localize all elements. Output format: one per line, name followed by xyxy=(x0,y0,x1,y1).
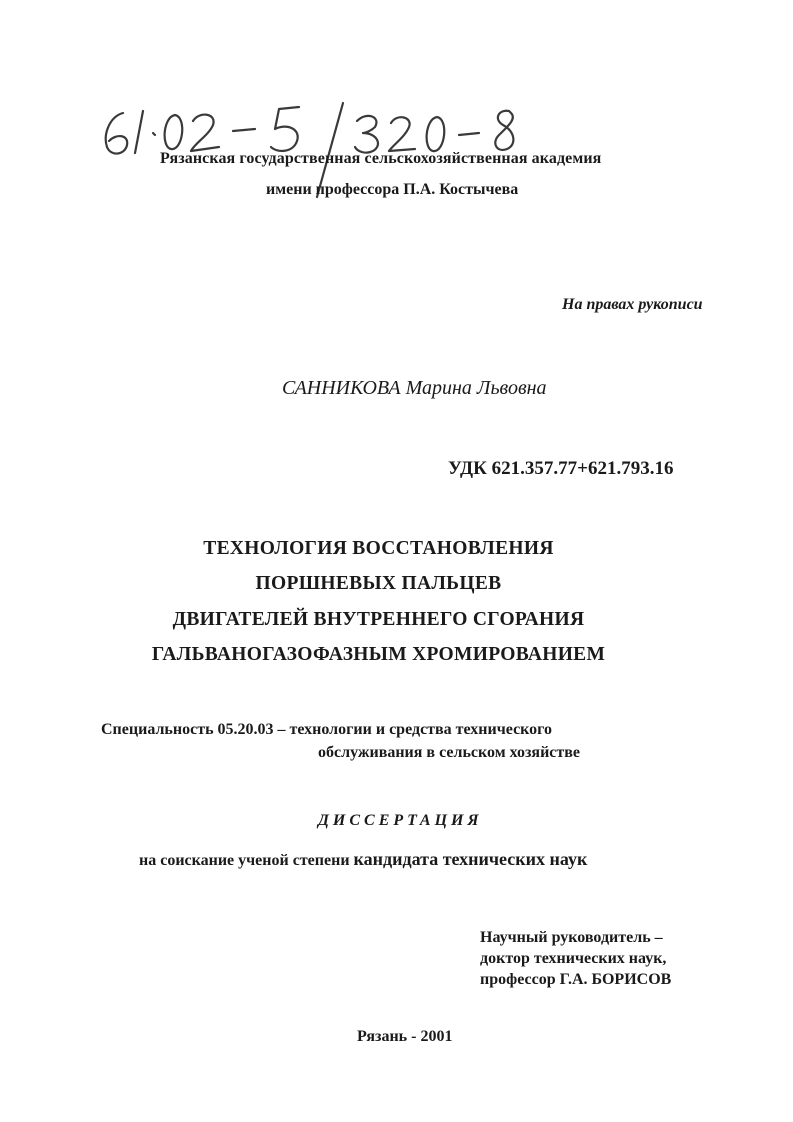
degree-prefix: на соискание ученой степени xyxy=(139,852,350,869)
institution-named-after: имени профессора П.А. Костычева xyxy=(266,181,519,198)
degree-sought xyxy=(139,849,587,870)
udc-code: УДК 621.357.77+621.793.16 xyxy=(448,458,674,479)
city-year: Рязань - 2001 xyxy=(357,1028,453,1045)
institution-name: Рязанская государственная сельскохозяйственная академия xyxy=(160,150,602,167)
specialty-line-2: обслуживания в сельском хозяйстве xyxy=(318,744,580,761)
work-type: ДИССЕРТАЦИЯ xyxy=(318,812,483,829)
supervisor-degree: доктор технических наук, xyxy=(480,950,667,967)
author-name xyxy=(282,377,547,400)
supervisor-role: Научный руководитель – xyxy=(480,929,663,946)
author-given-names: Марина Львовна xyxy=(405,377,547,399)
manuscript-rights-note: На правах рукописи xyxy=(562,296,703,313)
title-line-3: ДВИГАТЕЛЕЙ ВНУТРЕННЕГО СГОРАНИЯ xyxy=(172,609,585,630)
title-line-2: ПОРШНЕВЫХ ПАЛЬЦЕВ xyxy=(255,573,502,594)
author-surname: САННИКОВА xyxy=(282,377,401,399)
title-line-4: ГАЛЬВАНОГАЗОФАЗНЫМ ХРОМИРОВАНИЕМ xyxy=(151,644,606,665)
supervisor-name: профессор Г.А. БОРИСОВ xyxy=(480,971,672,988)
title-line-1: ТЕХНОЛОГИЯ ВОССТАНОВЛЕНИЯ xyxy=(203,538,554,559)
specialty-line-1: Специальность 05.20.03 – технологии и средства технического xyxy=(101,721,553,738)
degree-main: кандидата технических наук xyxy=(353,849,588,869)
